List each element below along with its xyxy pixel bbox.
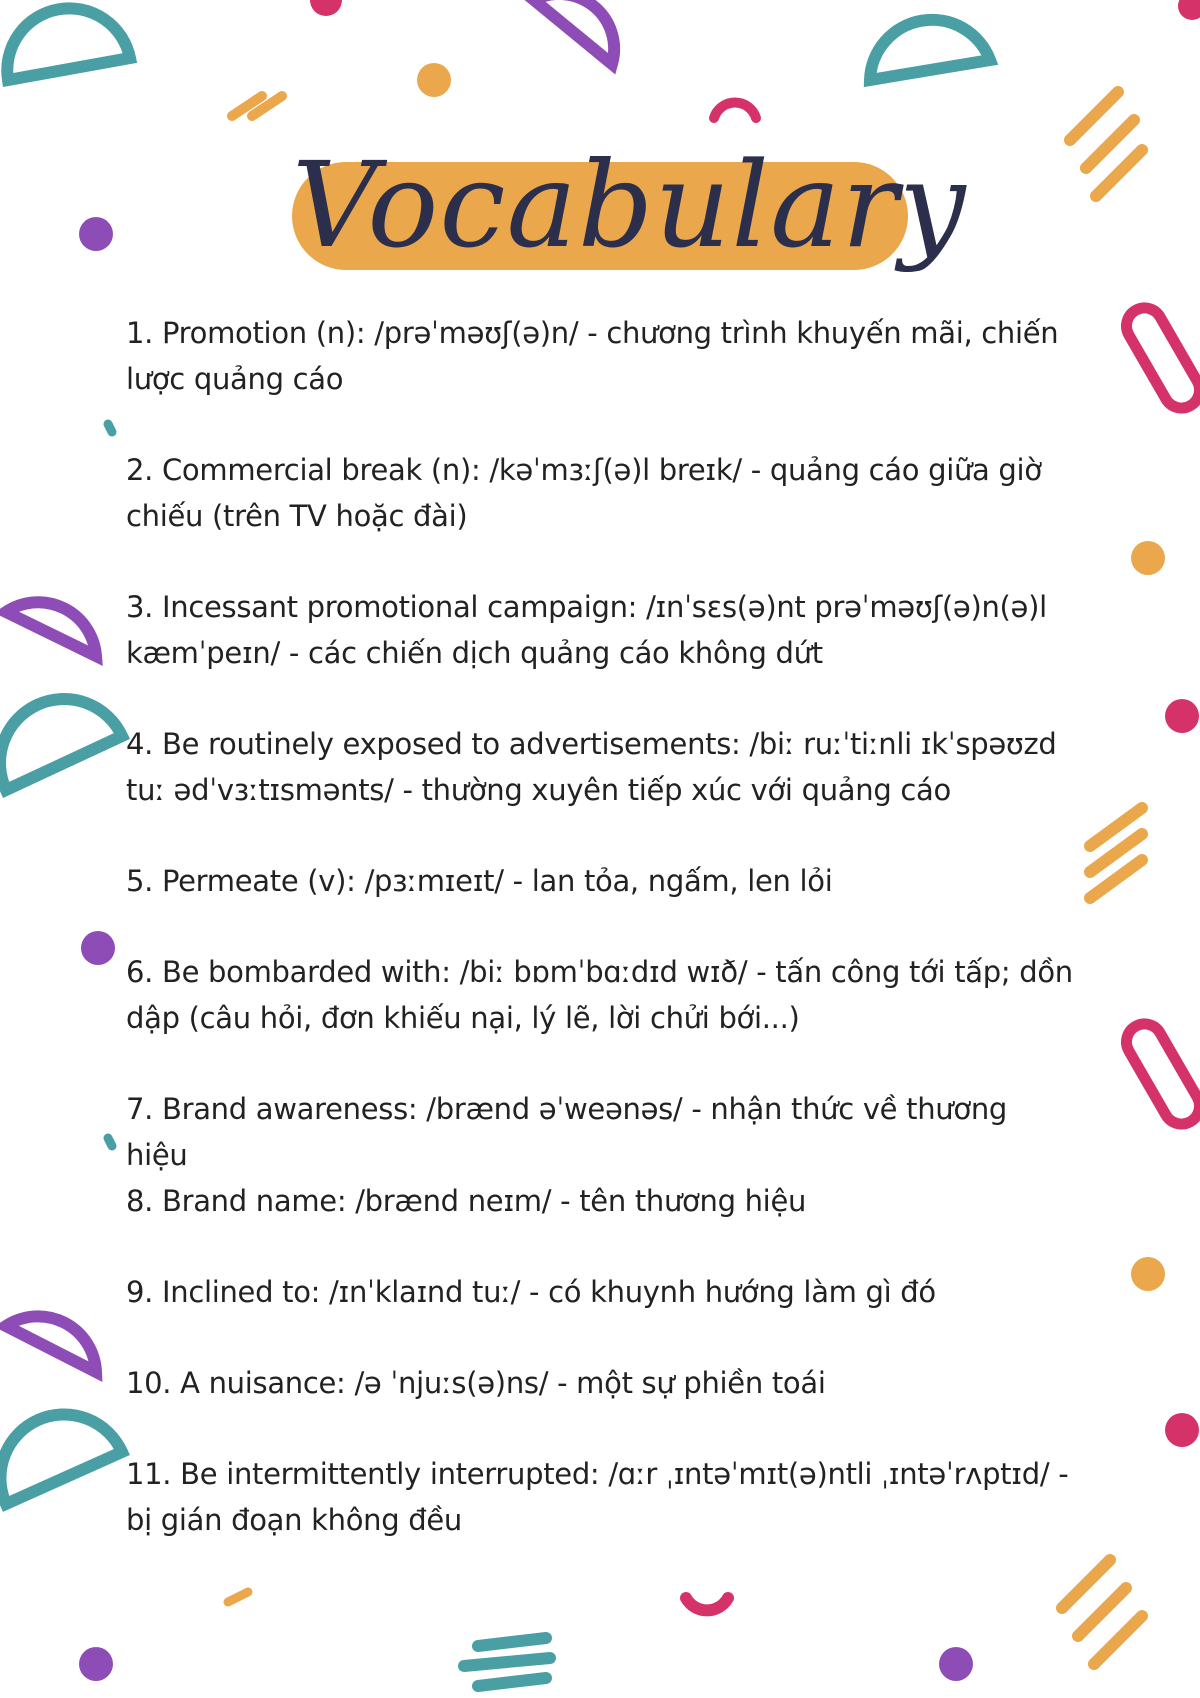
teal-stripes-shape [464,1638,550,1686]
vocab-item: 3. Incessant promotional campaign: /ɪnˈsɛs(ə)nt prəˈməʊʃ(ə)n(ə)l kæmˈpeɪn/ - các chiến dịch quảng cáo không dứt [126,590,1047,670]
purple-half-circle-shape [6,602,96,656]
orange-dot-shape [1131,541,1165,575]
pink-capsule-shape [1120,1017,1200,1130]
pink-dot-shape [310,0,342,16]
purple-dot-shape [79,1647,113,1681]
teal-half-circle-shape [870,20,990,80]
vocab-item: 10. A nuisance: /ə ˈnjuːs(ə)ns/ - một sự phiền toái [126,1366,826,1400]
teal-dash-shape [108,1138,112,1146]
pink-dot-shape [1165,699,1199,733]
pink-capsule-shape [1120,301,1200,414]
orange-stripes-shape [1070,92,1142,196]
vocab-item: 9. Inclined to: /ɪnˈklaɪnd tuː/ - có khuynh hướng làm gì đó [126,1275,936,1309]
page-title: Vocabulary [292,136,967,274]
vocab-item: 6. Be bombarded with: /biː bɒmˈbɑːdɪd wɪð/ - tấn công tới tấp; dồn dập (câu hỏi, đơn khiếu nại, lý lẽ, lời chửi bới...) [126,955,1073,1035]
teal-dash-shape [108,424,112,432]
purple-half-circle-shape [534,0,614,64]
vocab-item: 4. Be routinely exposed to advertisements: /biː ruːˈtiːnli ɪkˈspəʊzd tuː ədˈvɜːtɪsmənts/ - thường xuyên tiếp xúc với quảng cáo [126,727,1057,807]
pink-dot-shape [1165,1413,1199,1447]
teal-half-circle-shape [0,1414,122,1504]
orange-dot-shape [417,63,451,97]
vocab-item: 8. Brand name: /brænd neɪm/ - tên thương hiệu [126,1184,807,1218]
vocab-item: 2. Commercial break (n): /kəˈmɜːʃ(ə)l breɪk/ - quảng cáo giữa giờ chiếu (trên TV hoặc đài) [126,453,1042,533]
purple-dot-shape [81,931,115,965]
vocab-item: 7. Brand awareness: /brænd əˈweənəs/ - nhận thức về thương hiệu [126,1092,1008,1172]
teal-half-circle-shape [0,699,122,790]
vocab-item: 5. Permeate (v): /pɜːmɪeɪt/ - lan tỏa, ngấm, len lỏi [126,864,833,898]
purple-dot-shape [939,1647,973,1681]
purple-dot-shape [79,217,113,251]
teal-half-circle-shape [7,8,130,80]
orange-dash-shape [228,1592,248,1602]
pink-dot-shape [1178,0,1200,20]
orange-stripes-shape [232,96,282,116]
pink-arc-fragment-shape [714,103,756,118]
purple-half-circle-shape [6,1316,96,1372]
orange-dot-shape [1131,1257,1165,1291]
vocab-item: 1. Promotion (n): /prəˈməʊʃ(ə)n/ - chương trình khuyến mãi, chiến lược quảng cáo [126,316,1059,396]
pink-arc-fragment-shape [686,1598,728,1610]
vocab-item: 11. Be intermittently interrupted: /ɑːr ˌɪntəˈmɪt(ə)ntli ˌɪntəˈrʌptɪd/ - bị gián đoạn không đều [126,1457,1069,1537]
orange-stripes-shape [1090,808,1142,898]
orange-stripes-shape [1062,1560,1142,1664]
vocabulary-list [126,310,1076,1543]
